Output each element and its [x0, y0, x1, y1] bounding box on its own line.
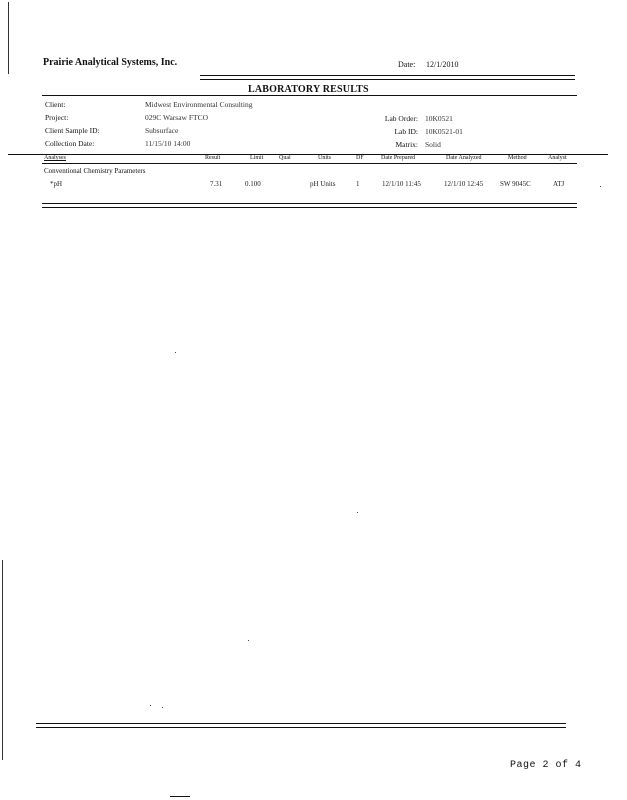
scan-speck	[175, 352, 176, 353]
sample-id-label: Client Sample ID:	[45, 126, 100, 135]
table-bottom-rule-2	[42, 207, 577, 208]
lab-order-value: 10K0521	[425, 114, 453, 123]
cell-analyst: ATJ	[553, 180, 565, 188]
cell-result: 7.31	[210, 180, 223, 188]
table-header-rule	[42, 163, 577, 164]
col-df: DF	[356, 155, 364, 161]
date-label: Date:	[398, 60, 416, 69]
col-units: Units	[318, 155, 332, 161]
header-rule-1	[200, 75, 575, 76]
sample-id-value: Subsurface	[145, 126, 179, 135]
scan-speck	[357, 512, 358, 513]
footer-rule-1	[36, 723, 566, 724]
company-name: Prairie Analytical Systems, Inc.	[43, 57, 178, 68]
page-number: Page 2 of 4	[510, 760, 582, 771]
project-label: Project:	[45, 113, 69, 122]
client-label: Client:	[45, 100, 66, 109]
cell-units: pH Units	[310, 180, 336, 188]
cell-method: SW 9045C	[500, 180, 531, 188]
cell-date-analyzed: 12/1/10 12:45	[444, 180, 484, 188]
col-result: Result	[205, 155, 221, 161]
col-date-analyzed: Date Analyzed	[446, 155, 482, 161]
lab-id-value: 10K0521-01	[425, 127, 463, 136]
scan-margin-line-bottom	[2, 560, 3, 760]
col-qual: Qual	[279, 155, 291, 161]
collection-date-label: Collection Date:	[45, 139, 95, 148]
project-value: 029C Warsaw FTCO	[145, 113, 209, 122]
cell-limit: 0.100	[245, 180, 261, 188]
lab-id-label: Lab ID:	[394, 127, 418, 136]
col-method: Method	[508, 155, 527, 161]
matrix-label: Matrix:	[395, 140, 418, 149]
col-analyst: Analyst	[548, 155, 567, 161]
cell-date-prepared: 12/1/10 11:45	[382, 180, 421, 188]
col-analyses: Analyses	[44, 155, 66, 161]
bottom-mark	[170, 796, 190, 797]
matrix-value: Solid	[425, 140, 441, 149]
date-value: 12/1/2010	[426, 60, 459, 69]
scan-speck	[162, 707, 163, 708]
cell-df: 1	[356, 180, 360, 188]
scan-margin-line-top	[8, 2, 9, 74]
client-value: Midwest Environmental Consulting	[145, 100, 253, 109]
title-rule	[42, 95, 577, 96]
scan-speck	[248, 640, 249, 641]
header-rule-2	[200, 79, 575, 80]
footer-rule-2	[36, 727, 566, 728]
cell-analyte: *pH	[50, 180, 63, 188]
table-bottom-rule-1	[42, 203, 577, 204]
col-date-prepared: Date Prepared	[381, 155, 416, 161]
scan-speck	[600, 186, 601, 187]
collection-date-value: 11/15/10 14:00	[145, 139, 191, 148]
report-title: LABORATORY RESULTS	[248, 84, 369, 95]
lab-order-label: Lab Order:	[384, 114, 418, 123]
col-limit: Limit	[250, 155, 264, 161]
section-title: Conventional Chemistry Parameters	[44, 167, 146, 175]
scan-speck	[150, 705, 151, 706]
